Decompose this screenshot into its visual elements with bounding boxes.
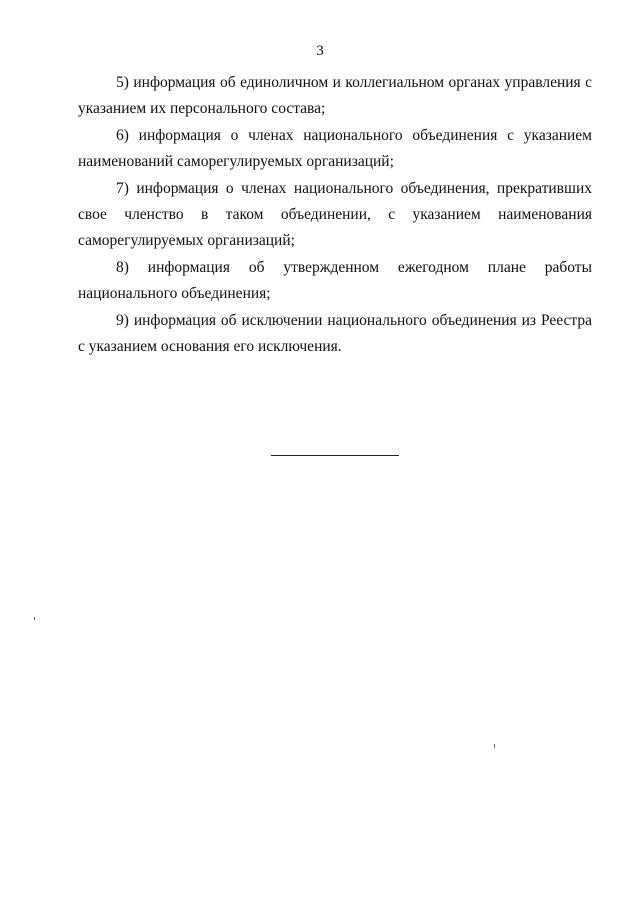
closing-rule (271, 455, 399, 456)
document-body (78, 70, 592, 360)
list-item-7: 7) информация о членах национального объединения, прекративших свое членство в таком объединении, с указанием наименования саморегулируемых организаций; (78, 180, 592, 249)
page-number: 3 (316, 43, 324, 59)
list-item-8: 8) информация об утвержденном ежегодном плане работы национального объединения; (78, 259, 592, 302)
list-item-9: 9) информация об исключении национального объединения из Реестра с указанием основания его исключения. (78, 312, 592, 355)
scan-speck (34, 617, 35, 620)
list-item-5: 5) информация об единоличном и коллегиальном органах управления с указанием их персонального состава; (78, 74, 592, 117)
list-item-6: 6) информация о членах национального объединения с указанием наименований саморегулируемых организаций; (78, 127, 592, 170)
scan-speck (494, 744, 495, 748)
